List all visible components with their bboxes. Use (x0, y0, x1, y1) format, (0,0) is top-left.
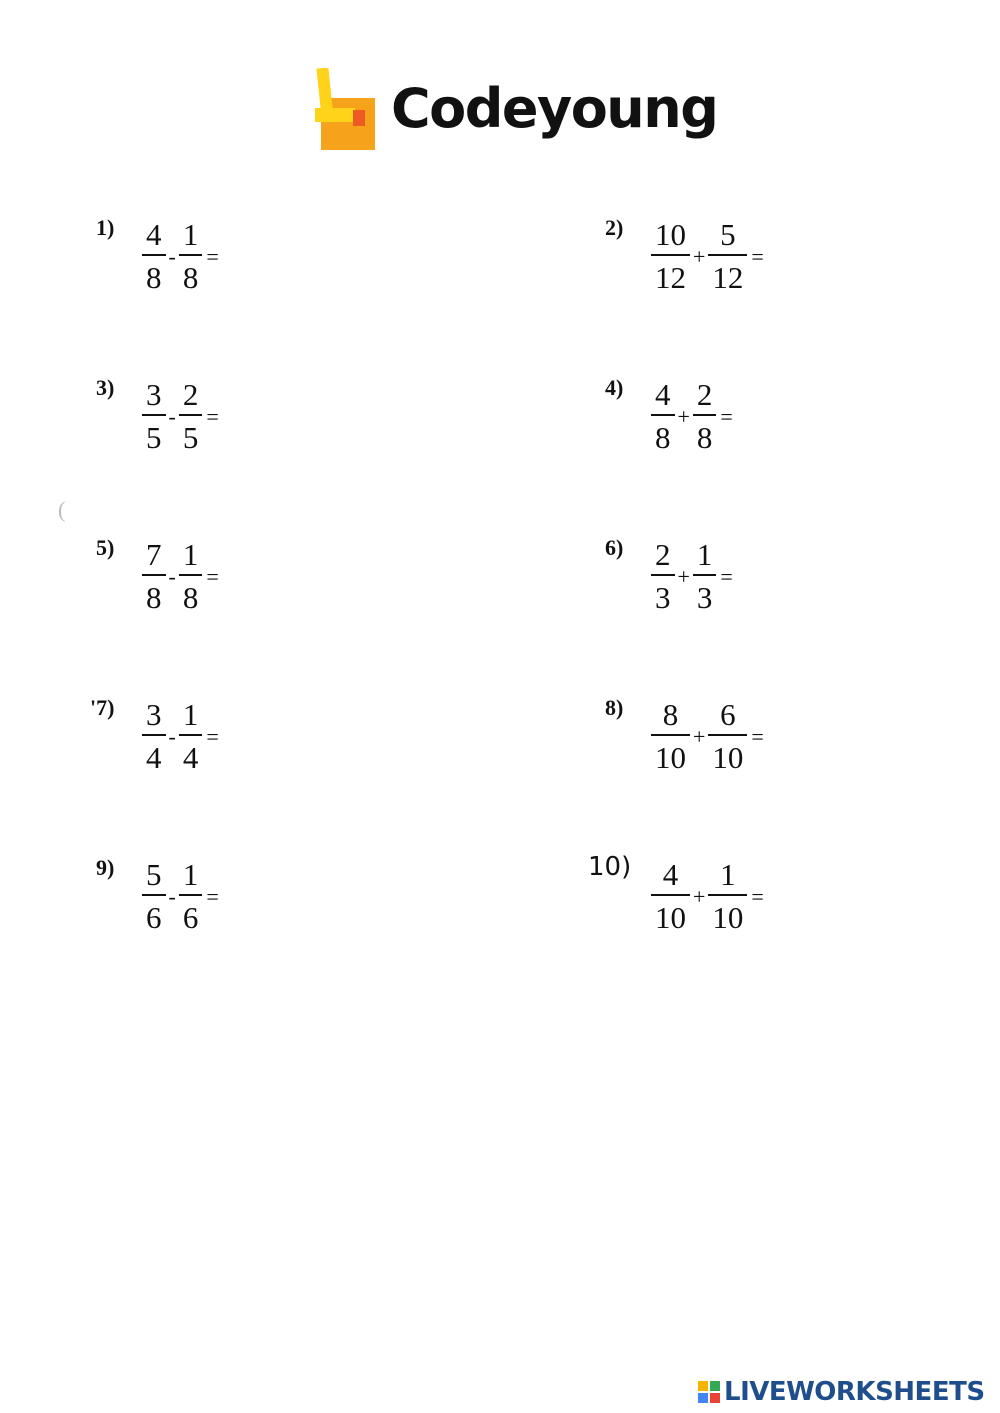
expression (651, 375, 733, 457)
brand-name: Codeyoung (391, 77, 718, 140)
fraction-a (142, 379, 166, 453)
fraction-a (142, 859, 166, 933)
problem-number: 1) (96, 215, 115, 240)
fraction-a (142, 219, 166, 293)
problem-number: 5) (96, 535, 115, 560)
footer-brand: LIVEWORKSHEETS (724, 1377, 985, 1407)
expression (142, 215, 219, 297)
denominator: 6 (179, 894, 203, 933)
denominator: 4 (179, 734, 203, 773)
numerator: 5 (720, 217, 736, 252)
expression (142, 535, 219, 617)
problem-number: 2) (605, 215, 624, 240)
problem-number: 3) (96, 375, 115, 400)
denominator: 12 (651, 254, 690, 293)
numerator: 5 (146, 857, 162, 892)
denominator: 10 (651, 734, 690, 773)
denominator: 3 (693, 574, 717, 613)
denominator: 5 (179, 414, 203, 453)
denominator: 8 (651, 414, 675, 453)
expression (651, 695, 764, 777)
numerator: 1 (696, 537, 713, 572)
operator: + (693, 884, 706, 909)
fraction-a (651, 859, 690, 933)
denominator: 10 (708, 894, 747, 933)
fraction-b (179, 379, 203, 453)
fraction-b (708, 699, 747, 773)
denominator: 5 (142, 414, 166, 453)
expression (142, 695, 219, 777)
problem-number: 6) (605, 535, 624, 560)
operator: + (677, 564, 690, 589)
fraction-b (179, 859, 203, 933)
liveworksheets-logo-icon (698, 1381, 720, 1403)
denominator: 10 (708, 734, 747, 773)
equals-sign: = (751, 884, 764, 909)
fraction-b (179, 219, 203, 293)
fraction-b (708, 859, 747, 933)
problem-number: 8) (605, 695, 624, 720)
numerator: 1 (182, 857, 199, 892)
operator: - (168, 884, 176, 909)
expression (651, 855, 764, 937)
denominator: 8 (179, 254, 203, 293)
denominator: 8 (142, 254, 166, 293)
numerator: 2 (696, 377, 713, 412)
expression (142, 375, 219, 457)
numerator: 6 (720, 697, 736, 732)
fraction-b (708, 219, 747, 293)
numerator: 2 (182, 377, 199, 412)
denominator: 10 (651, 894, 690, 933)
numerator: 1 (182, 697, 199, 732)
denominator: 12 (708, 254, 747, 293)
problem-number: 4) (605, 375, 624, 400)
operator: - (168, 404, 176, 429)
numerator: 4 (662, 857, 679, 892)
numerator: 1 (720, 857, 736, 892)
stray-mark: ( (58, 497, 66, 522)
fraction-a (142, 699, 166, 773)
expression (142, 855, 219, 937)
numerator: 7 (146, 537, 162, 572)
fraction-b (693, 539, 717, 613)
codeyoung-logo (315, 68, 718, 163)
equals-sign: = (751, 244, 764, 269)
numerator: 1 (182, 217, 199, 252)
equals-sign: = (720, 404, 733, 429)
equals-sign: = (206, 724, 219, 749)
numerator: 8 (662, 697, 679, 732)
problem-number: '7) (90, 695, 115, 720)
fraction-a (651, 379, 675, 453)
numerator: 10 (655, 217, 686, 252)
problem-number: 9) (96, 855, 115, 880)
equals-sign: = (206, 564, 219, 589)
fraction-b (693, 379, 717, 453)
fraction-b (179, 539, 203, 613)
operator: + (693, 244, 706, 269)
fraction-b (179, 699, 203, 773)
numerator: 2 (655, 537, 671, 572)
numerator: 4 (146, 217, 162, 252)
denominator: 8 (179, 574, 203, 613)
problem-number: 10) (588, 852, 632, 882)
numerator: 1 (182, 537, 199, 572)
denominator: 3 (651, 574, 675, 613)
expression (651, 215, 764, 297)
equals-sign: = (206, 404, 219, 429)
denominator: 8 (142, 574, 166, 613)
operator: + (677, 404, 690, 429)
denominator: 4 (142, 734, 166, 773)
fraction-a (651, 539, 675, 613)
numerator: 4 (655, 377, 671, 412)
fraction-a (651, 219, 690, 293)
fraction-a (651, 699, 690, 773)
numerator: 3 (146, 697, 162, 732)
fraction-a (142, 539, 166, 613)
denominator: 6 (142, 894, 166, 933)
operator: - (168, 724, 176, 749)
denominator: 8 (693, 414, 717, 453)
expression (651, 535, 733, 617)
operator: - (168, 564, 176, 589)
codeyoung-logo-icon (315, 68, 377, 154)
operator: + (693, 724, 706, 749)
equals-sign: = (206, 244, 219, 269)
equals-sign: = (206, 884, 219, 909)
liveworksheets-watermark (698, 1377, 985, 1407)
numerator: 3 (146, 377, 162, 412)
equals-sign: = (751, 724, 764, 749)
equals-sign: = (720, 564, 733, 589)
operator: - (168, 244, 176, 269)
